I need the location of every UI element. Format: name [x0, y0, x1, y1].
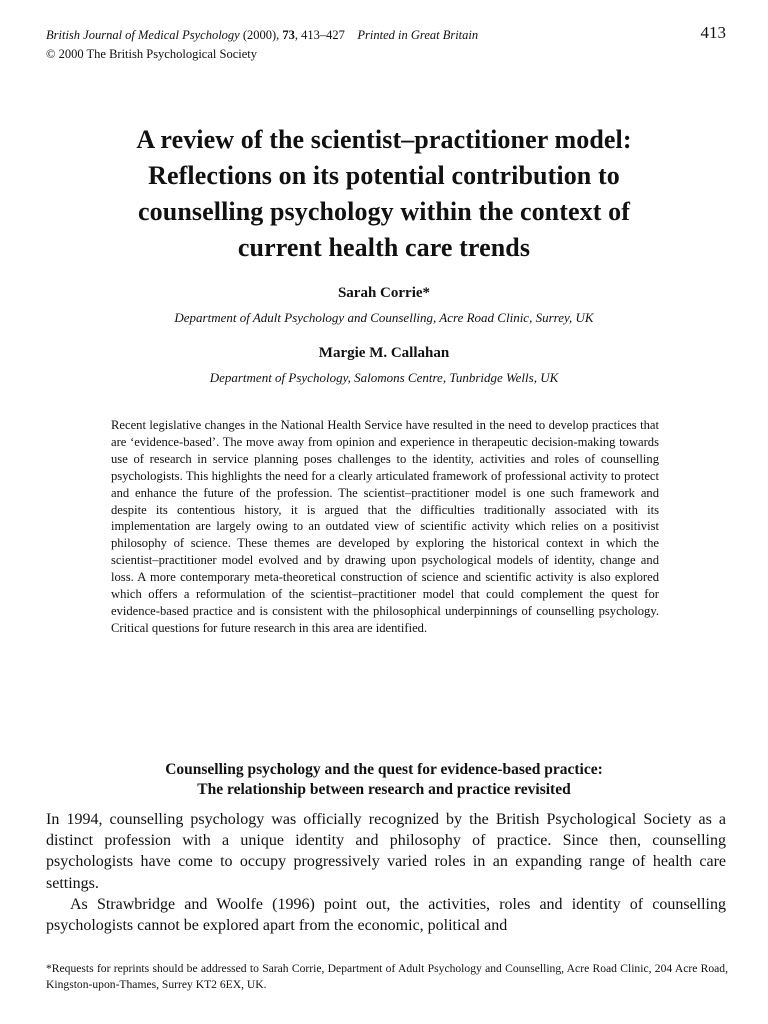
- author-affiliation: Department of Psychology, Salomons Centre, Tunbridge Wells, UK: [209, 370, 559, 385]
- author-affiliation: Department of Adult Psychology and Counselling, Acre Road Clinic, Surrey, UK: [174, 310, 594, 325]
- footnote: *Requests for reprints should be addressed to Sarah Corrie, Department of Adult Psychology and Counselling, Acre Road Clinic, 204 Acre Road, Kingston-upon-Thames, Surrey KT2 6EX, UK.: [46, 962, 728, 991]
- journal-year: (2000),: [242, 28, 280, 42]
- section-heading: [0, 760, 768, 800]
- running-header: [46, 23, 726, 44]
- author-name: Margie M. Callahan: [318, 345, 450, 361]
- body-paragraph: As Strawbridge and Woolfe (1996) point out, the activities, roles and identity of counselling psychologists cannot be explored apart from the economic, political and: [46, 895, 726, 935]
- body-text: [46, 809, 726, 936]
- title-line: Reflections on its potential contribution to: [148, 161, 620, 190]
- journal-name: British Journal of Medical Psychology: [46, 28, 240, 42]
- title-line: current health care trends: [237, 233, 531, 262]
- journal-reference: [46, 28, 478, 42]
- section-heading-line: Counselling psychology and the quest for evidence-based practice:: [165, 761, 603, 778]
- printed-in: Printed in Great Britain: [357, 28, 479, 42]
- copyright-line: © 2000 The British Psychological Society: [46, 47, 257, 61]
- page-number: 413: [700, 23, 726, 42]
- title-line: counselling psychology within the context of: [138, 197, 630, 226]
- abstract: Recent legislative changes in the National Health Service have resulted in the need to develop practices that are ‘evidence-based’. The move away from opinion and experience in therapeutic decision-making towards use of research in service planning poses challenges to the identity, activities and roles of counselling psychologists. This highlights the need for a clearly articulated framework of professional activity to protect and enhance the future of the profession. The scientist–practitioner model is one such framework and despite its contentious history, it is argued that the difficulties traditionally associated with its implementation are largely owing to an outdated view of scientific activity which relies on a positivist philosophy of science. These themes are developed by exploring the historical context in which the scientist–practitioner model evolved and by drawing upon psychological models of identity, change and loss. A more contemporary meta-theoretical construction of science and scientific activity is also explored which offers a reformulation of the scientist–practitioner model that could complement the quest for evidence-based practice and is consistent with the philosophical underpinnings of counselling psychology. Critical questions for future research in this area are identified.: [111, 418, 659, 635]
- section-heading-line: The relationship between research and practice revisited: [197, 781, 571, 798]
- author-name: Sarah Corrie*: [337, 285, 431, 301]
- title-line: A review of the scientist–practitioner model:: [136, 125, 632, 154]
- journal-volume: 73: [282, 28, 295, 42]
- body-paragraph: In 1994, counselling psychology was officially recognized by the British Psychological Society as a distinct profession with a unique identity and philosophy of practice. Since then, counselling psychologists have come to occupy progressively varied roles in an expanding range of health care settings.: [46, 811, 726, 892]
- journal-pages: , 413–427: [294, 28, 345, 42]
- article-title: [40, 122, 728, 266]
